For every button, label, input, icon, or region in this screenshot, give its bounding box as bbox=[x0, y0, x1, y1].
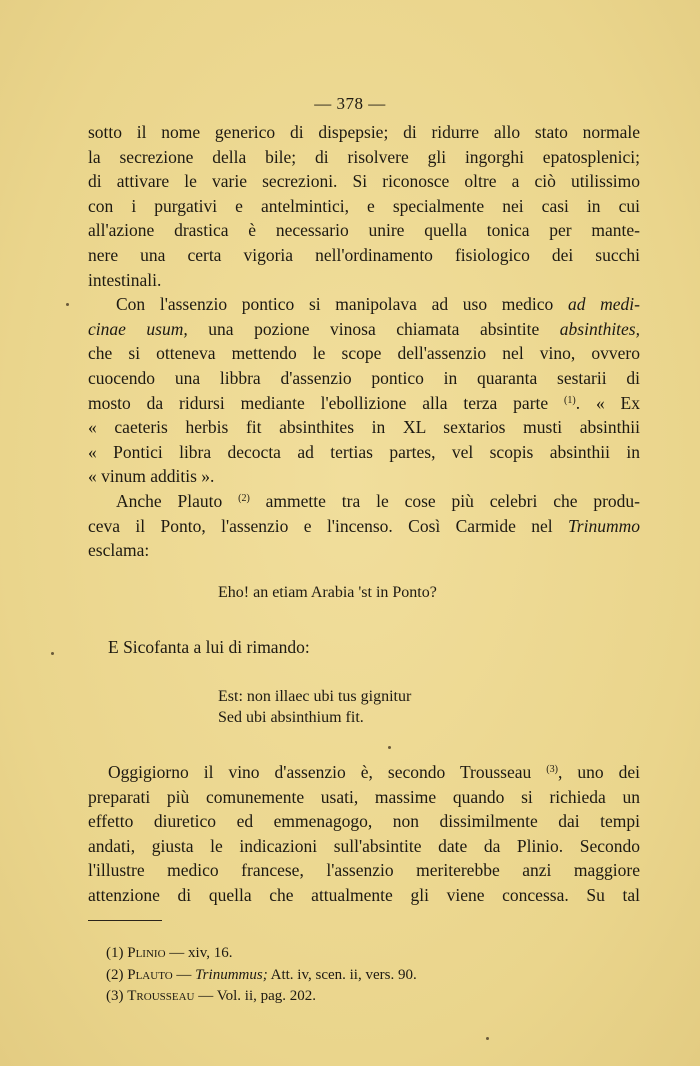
text-run: ammette tra le cose più celebri che produ- bbox=[249, 490, 640, 511]
text-line bbox=[88, 292, 640, 317]
text-line: « caeteris herbis fit absinthites in XL sextarios musti absinthii bbox=[88, 417, 640, 438]
verse-line: Est: non illaec ubi tus gignitur bbox=[218, 688, 412, 705]
text-line: l'illustre medico francese, l'assenzio meriterebbe anzi maggiore bbox=[88, 860, 640, 881]
text-run: . « Ex bbox=[575, 392, 640, 413]
footnote-number: (2) bbox=[106, 966, 124, 983]
verse-quote-1: Eho! an etiam Arabia 'st in Ponto? bbox=[218, 584, 437, 601]
text-line bbox=[88, 760, 640, 785]
paragraph-2 bbox=[88, 292, 640, 489]
text-line: andati, giusta le indicazioni sull'absintite date da Plinio. Secondo bbox=[88, 835, 640, 856]
paragraph-4 bbox=[88, 760, 640, 908]
footnote-3 bbox=[106, 986, 417, 1008]
footnote-ref-3[interactable]: (3) bbox=[546, 764, 558, 775]
paragraph-1 bbox=[88, 120, 640, 292]
text-line bbox=[88, 317, 640, 342]
italic-run: absinthites, bbox=[559, 318, 640, 339]
text-run: una pozione vinosa chiamata absintite bbox=[187, 318, 560, 339]
text-line: con i purgativi e antelmintici, e specialmente nei casi in cui bbox=[88, 195, 640, 216]
text-line: attenzione di quella che attualmente gli viene concessa. Su tal bbox=[88, 884, 640, 905]
text-line: nere una certa vigoria nell'ordinamento fisiologico dei succhi bbox=[88, 244, 640, 265]
footnotes bbox=[106, 943, 417, 1008]
text-run: , uno dei bbox=[557, 762, 640, 782]
page-number: — 378 — bbox=[314, 94, 386, 113]
paper-speck bbox=[51, 652, 54, 655]
italic-run: ad medi- bbox=[567, 294, 640, 315]
footnote-number: (1) bbox=[106, 945, 124, 961]
text-line: intestinali. bbox=[88, 269, 162, 290]
text-run: ceva il Ponto, l'assenzio e l'incenso. Così Carmide nel bbox=[88, 515, 569, 536]
footnote-text: Att. iv, scen. ii, vers. 90. bbox=[267, 966, 417, 983]
text-line: preparati più comunemente usati, massime quando si richieda un bbox=[88, 786, 640, 807]
footnote-author: Trousseau bbox=[127, 988, 195, 1004]
footnote-divider bbox=[88, 920, 162, 921]
footnote-2 bbox=[106, 965, 417, 987]
main-text bbox=[88, 120, 640, 563]
text-line: effetto diuretico ed emmenagogo, non dissimilmente dai tempi bbox=[88, 811, 640, 832]
footnote-1 bbox=[106, 943, 417, 965]
text-run: Oggigiorno il vino d'assenzio è, secondo Trousseau bbox=[108, 762, 547, 782]
footnote-number: (3) bbox=[106, 988, 124, 1004]
text-line: all'azione drastica è necessario unire quella tonica per mante- bbox=[88, 220, 640, 241]
footnote-ref-1[interactable]: (1) bbox=[564, 394, 576, 406]
verse-quote-2 bbox=[218, 686, 411, 728]
paper-speck bbox=[66, 303, 69, 306]
text-line: cuocendo una libbra d'assenzio pontico in quaranta sestarii di bbox=[88, 367, 640, 388]
italic-run: Trinummo bbox=[568, 515, 640, 536]
footnote-author: Plauto bbox=[127, 966, 173, 983]
footnote-title: Trinummus; bbox=[195, 966, 268, 983]
text-run: Con l'assenzio pontico si manipolava ad uso medico bbox=[116, 294, 568, 315]
footnote-author: Plinio bbox=[127, 945, 166, 961]
text-line bbox=[88, 514, 640, 539]
footnote-ref-2[interactable]: (2) bbox=[238, 492, 250, 504]
text-line bbox=[88, 489, 640, 514]
text-run: Anche Plauto bbox=[116, 490, 239, 511]
verse-line: Sed ubi absinthium fit. bbox=[218, 709, 364, 726]
text-run: mosto da ridursi mediante l'ebollizione alla terza parte bbox=[88, 392, 565, 413]
text-line: sotto il nome generico di dispepsie; di ridurre allo stato normale bbox=[88, 122, 640, 142]
text-line: che si otteneva mettendo le scope dell'assenzio nel vino, ovvero bbox=[88, 343, 640, 364]
footnote-text: — Vol. ii, pag. 202. bbox=[194, 988, 317, 1004]
footnote-text: — bbox=[172, 966, 196, 983]
footnote-text: — xiv, 16. bbox=[165, 945, 233, 961]
text-line: « vinum additis ». bbox=[88, 466, 215, 487]
text-line: la secrezione della bile; di risolvere gli ingorghi epatosplenici; bbox=[88, 146, 640, 167]
text-line: di attivare le varie secrezioni. Si riconosce oltre a ciò utilissimo bbox=[88, 171, 640, 192]
italic-run: cinae usum, bbox=[88, 318, 188, 339]
text-line bbox=[88, 391, 640, 416]
paragraph-3 bbox=[88, 489, 640, 563]
paper-speck bbox=[486, 1037, 489, 1040]
text-line: « Pontici libra decocta ad tertias partes, vel scopis absinthii in bbox=[88, 441, 640, 462]
sicofanta-line: E Sicofanta a lui di rimando: bbox=[108, 637, 310, 657]
paper-speck bbox=[388, 746, 391, 749]
text-line: esclama: bbox=[88, 540, 150, 561]
